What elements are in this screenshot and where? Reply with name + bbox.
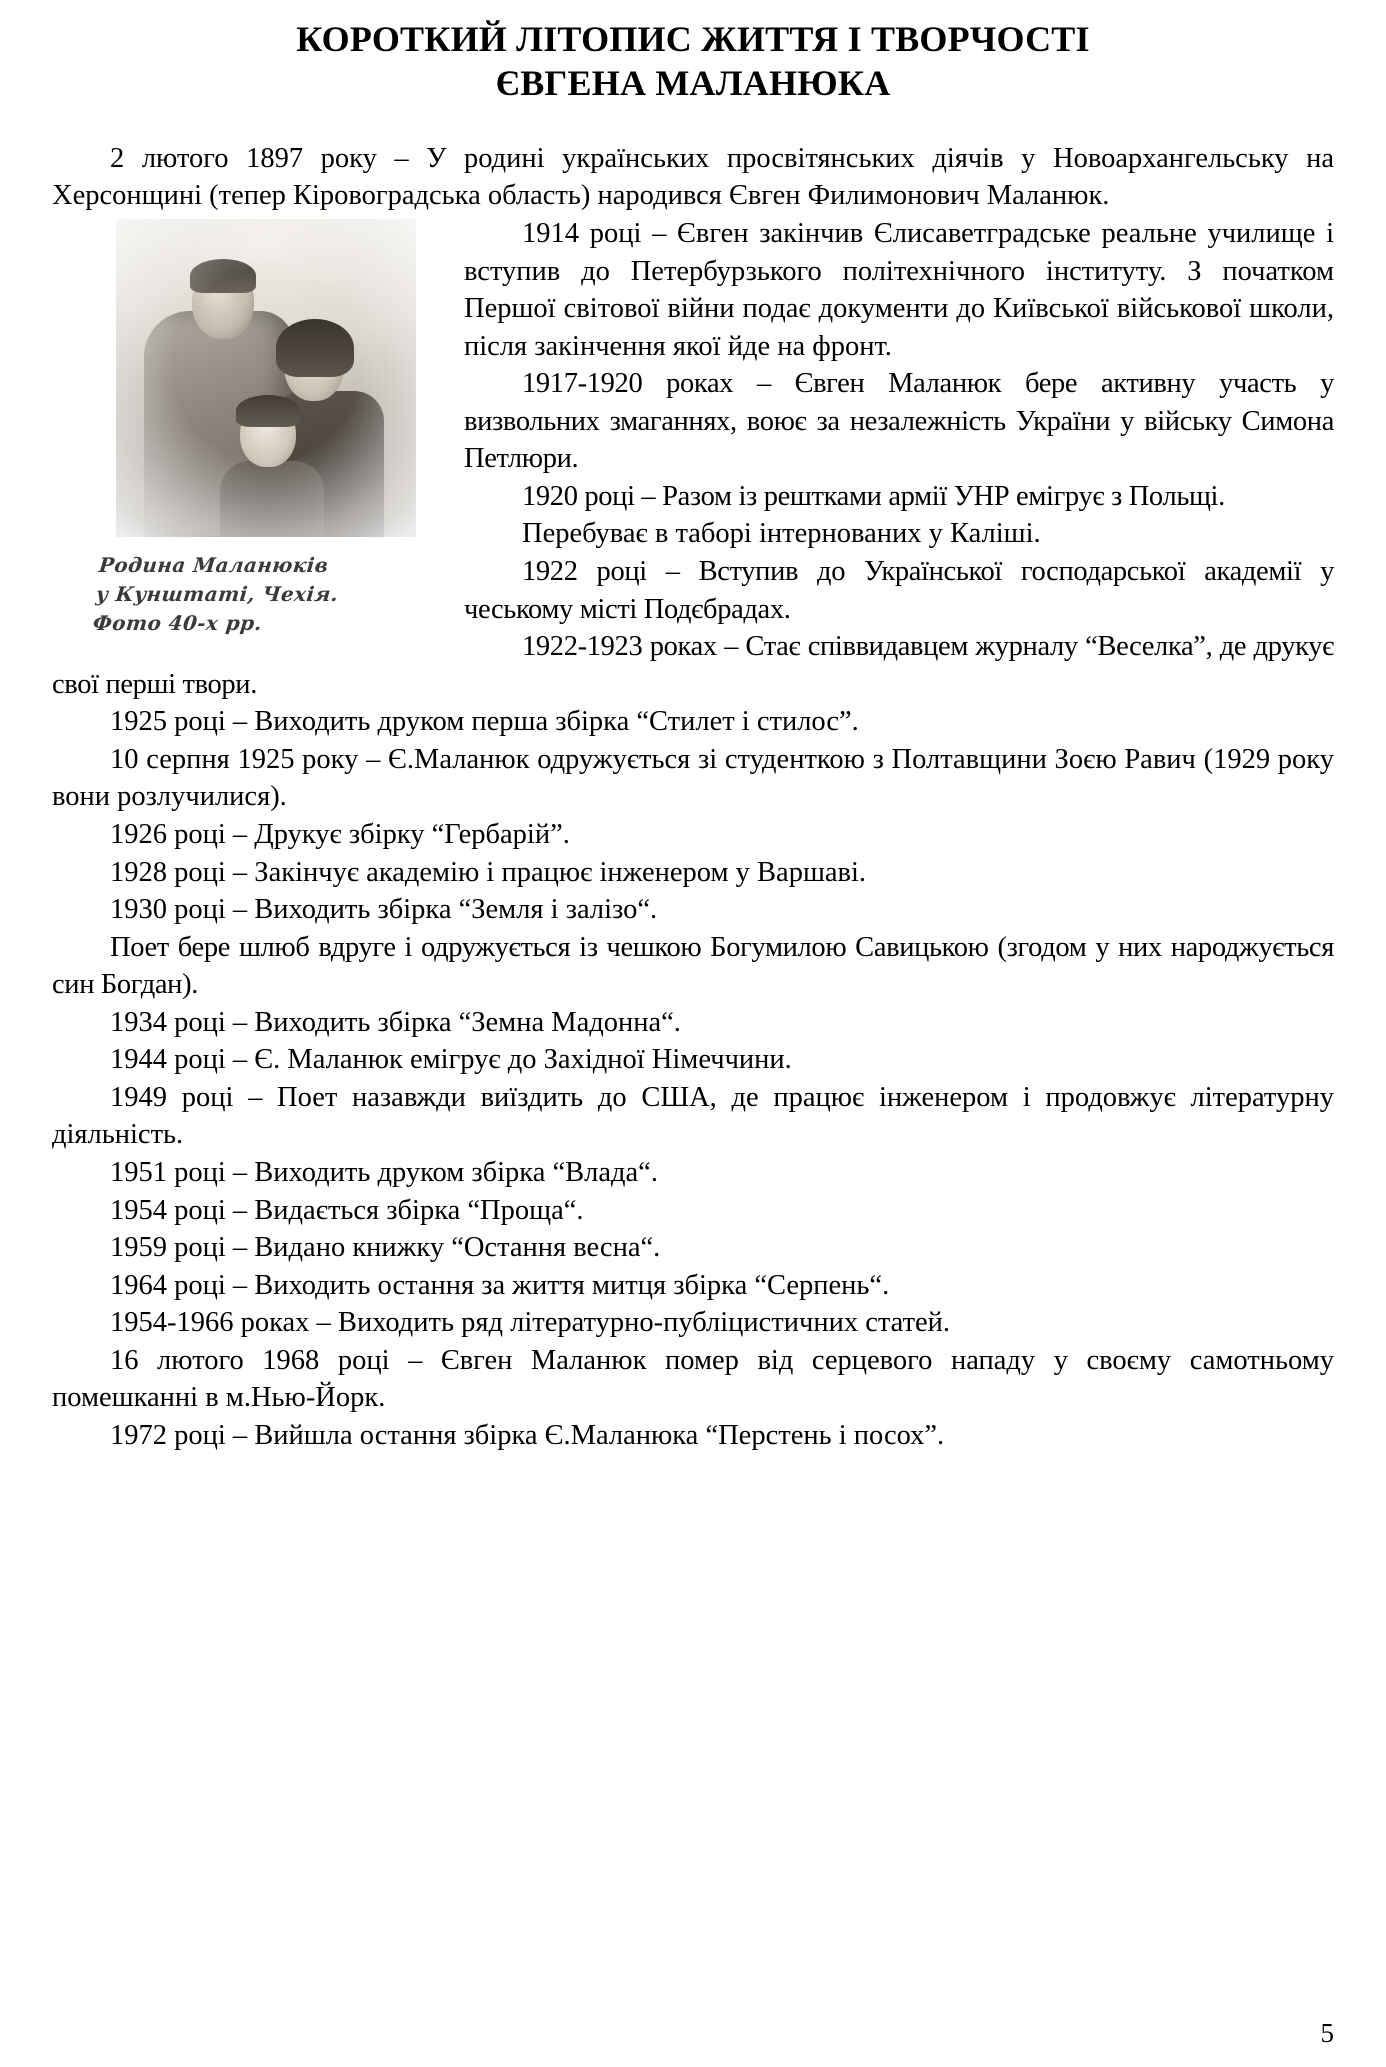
chronicle-entry: 1954 році – Видається збірка “Проща“. bbox=[110, 1194, 584, 1226]
photo-caption-line-3: Фото 40-х рр. bbox=[91, 610, 264, 635]
chronicle-entry: 1949 році – Поет назавжди виїздить до США, де працює інженером і продовжує літературну діяльність. bbox=[52, 1081, 1334, 1151]
chronicle-entry: 1920 році – Разом із рештками армії УНР емігрує з Польщі. bbox=[522, 480, 1225, 512]
page-number: 5 bbox=[1320, 2018, 1334, 2048]
page-title-line-2: ЄВГЕНА МАЛАНЮКА bbox=[495, 62, 891, 103]
chronicle-entry: 1972 році – Вийшла остання збірка Є.Маланюка “Перстень і посох”. bbox=[110, 1419, 945, 1451]
chronicle-body bbox=[52, 140, 1334, 1455]
chronicle-entry: 1928 році – Закінчує академію і працює інженером у Варшаві. bbox=[110, 856, 867, 888]
chronicle-entry: Поет бере шлюб вдруге і одружується із чешкою Богумилою Савицькою (згодом у них народжується син Богдан). bbox=[52, 931, 1334, 1001]
chronicle-entry: 2 лютого 1897 року – У родині українських просвітянських діячів у Новоархангельську на Херсонщині (тепер Кіровоградська область) народився Євген Филимонович Маланюк. bbox=[52, 142, 1334, 212]
chronicle-entry: 16 лютого 1968 році – Євген Маланюк помер від серцевого нападу у своєму самотньому помешканні в м.Нью-Йорк. bbox=[52, 1344, 1334, 1414]
chronicle-entry: 1922 році – Вступив до Української господарської академії у чеському місті Подєбрадах. bbox=[464, 556, 1334, 625]
chronicle-entry: 1926 році – Друкує збірку “Гербарій”. bbox=[110, 818, 570, 850]
page-title bbox=[52, 18, 1334, 106]
chronicle-entry: 1954-1966 роках – Виходить ряд літературно-публіцистичних статей. bbox=[110, 1307, 951, 1339]
chronicle-entry: 1944 році – Є. Маланюк емігрує до Західної Німеччини. bbox=[110, 1044, 792, 1076]
chronicle-entry: 1922-1923 роках – Стає співвидавцем журналу “Веселка”, де друкує свої перші твори. bbox=[52, 631, 1334, 700]
chronicle-entry: 1917-1920 роках – Євген Маланюк бере активну участь у визвольних змаганнях, воює за незалежність України у війську Симона Петлюри. bbox=[464, 368, 1334, 475]
chronicle-entry: 10 серпня 1925 року – Є.Маланюк одружується зі студенткою з Полтавщини Зоєю Равич (1929 року вони розлучилися). bbox=[52, 743, 1334, 813]
chronicle-entry: 1925 році – Виходить друком перша збірка “Стилет і стилос”. bbox=[110, 706, 859, 738]
photo-caption-line-2: у Кунштаті, Чехія. bbox=[94, 581, 340, 606]
photo-caption bbox=[91, 551, 446, 638]
photo-caption-line-1: Родина Маланюків bbox=[97, 552, 330, 577]
chronicle-entry: 1930 році – Виходить збірка “Земля і залізо“. bbox=[110, 894, 658, 926]
page-title-line-1: КОРОТКИЙ ЛІТОПИС ЖИТТЯ І ТВОРЧОСТІ bbox=[296, 19, 1090, 59]
chronicle-entry: 1959 році – Видано книжку “Остання весна“. bbox=[110, 1232, 661, 1264]
chronicle-entry: Перебуває в таборі інтернованих у Каліші. bbox=[522, 518, 1041, 550]
chronicle-entry: 1951 році – Виходить друком збірка “Влада“. bbox=[110, 1157, 658, 1188]
family-photograph bbox=[116, 219, 416, 537]
chronicle-entry: 1964 році – Виходить остання за життя митця збірка “Серпень“. bbox=[110, 1269, 890, 1301]
photo-block bbox=[90, 219, 442, 644]
chronicle-entry: 1914 році – Євген закінчив Єлисаветградське реальне училище і вступив до Петербурзького політехнічного інституту. З початком Першої світової війни подає документи до Київської військової школи, після закінчення якої йде на фронт. bbox=[464, 217, 1334, 362]
chronicle-entry: 1934 році – Виходить збірка “Земна Мадонна“. bbox=[110, 1006, 681, 1038]
